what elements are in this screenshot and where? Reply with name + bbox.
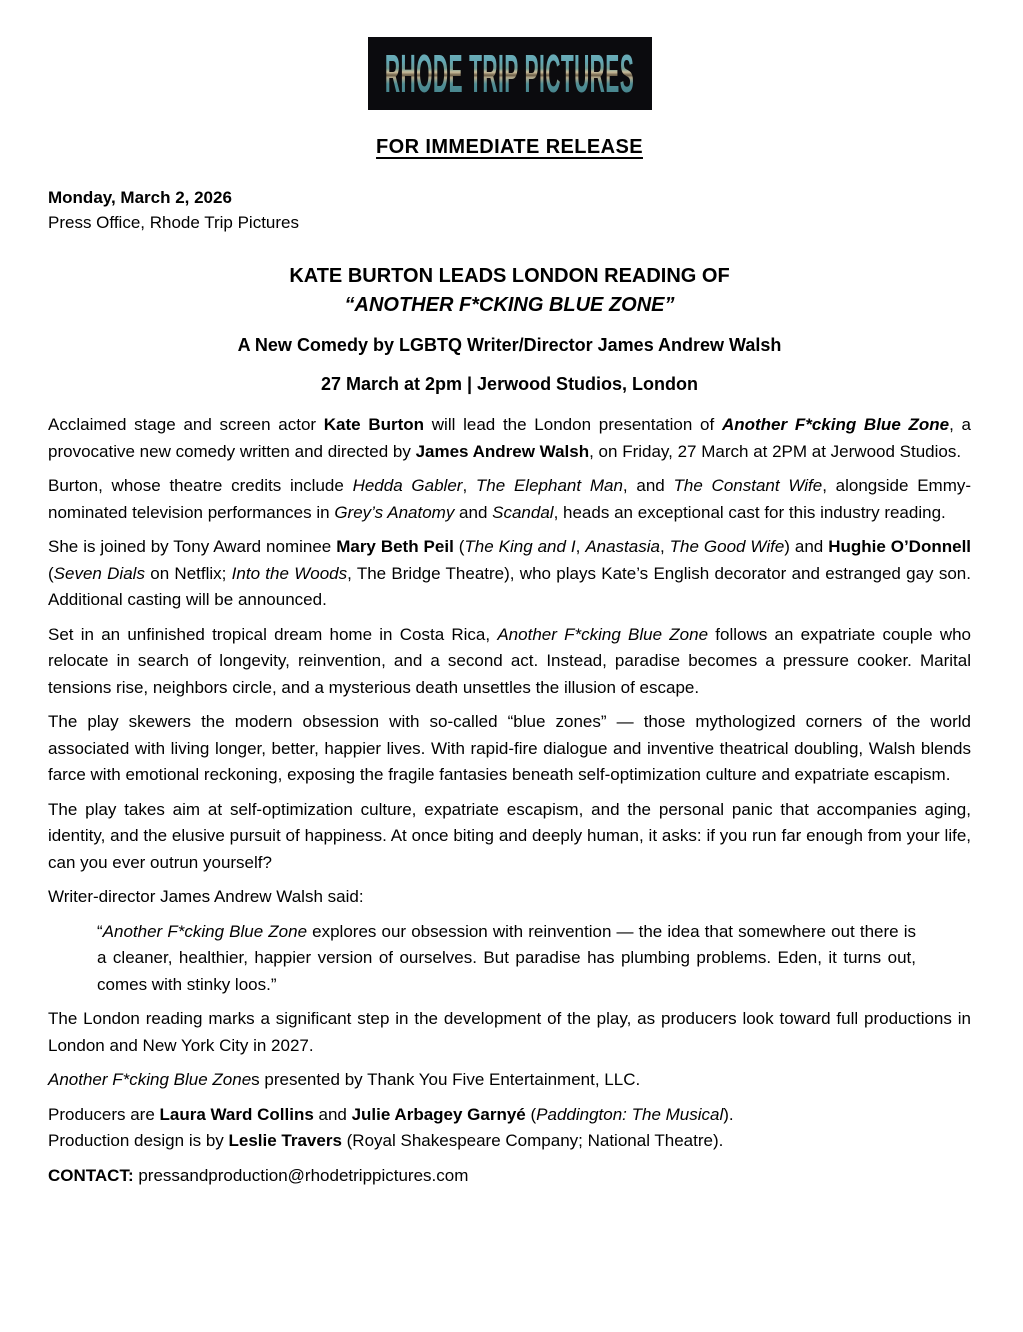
event-date-venue-line: 27 March at 2pm | Jerwood Studios, London [320, 374, 699, 394]
synopsis-paragraph: Set in an unfinished tropical dream home in Costa Rica, Another F*cking Blue Zone follows an expatriate couple who relocate in search of longevity, reinvention, and a second act. Instead, paradise becomes a pressure cooker. Marital tensions rise, neighbors circle, and a mysterious death unsettles the illusion of escape. [48, 624, 972, 697]
intro-paragraph: Acclaimed stage and screen actor Kate Burton will lead the London presentation of Another F*cking Blue Zone, a provocative new comedy written and directed by James Andrew Walsh, on Friday, 27 March at 2PM at Jerwood Studios. [48, 415, 972, 461]
logo-text: RHODE TRIP PICTURES [384, 43, 635, 104]
contact-email: pressandproduction@rhodetrippictures.com [133, 1165, 469, 1185]
burton-credits-paragraph: Burton, whose theatre credits include Hedda Gabler, The Elephant Man, and The Constant Wife, alongside Emmy-nominated television performances in Grey’s Anatomy and Scandal, heads an exceptional cast for this industry reading. [48, 476, 972, 522]
dateline [48, 185, 971, 235]
press-release-body [48, 412, 971, 1189]
themes-paragraph-2: The play takes aim at self-optimization culture, expatriate escapism, and the personal panic that accompanies aging, identity, and the elusive pursuit of happiness. At once biting and deeply human, it asks: if you run far enough from your life, can you ever outrun yourself? [48, 799, 971, 872]
producers-paragraph: Producers are Laura Ward Collins and Julie Arbagey Garnyé (Paddington: The Musical). Production design is by Leslie Travers (Royal Shakespeare Company; National Theatre). [48, 1104, 734, 1150]
development-paragraph: The London reading marks a significant step in the development of the play, as producers look toward full productions in London and New York City in 2027. [48, 1009, 971, 1055]
logo-container [48, 37, 971, 110]
release-status-heading: FOR IMMEDIATE RELEASE [376, 136, 643, 158]
headline-title-line: “ANOTHER F*CKING BLUE ZONE” [344, 294, 675, 316]
dateline-office: Press Office, Rhode Trip Pictures [48, 213, 300, 232]
rhode-trip-pictures-logo [368, 37, 652, 110]
director-quote: “Another F*cking Blue Zone explores our obsession with reinvention — the idea that somewhere out there is a cleaner, healthier, happier version of ourselves. But paradise has plumbing problems. Eden, it turns out, comes with stinky loos.” [97, 921, 916, 994]
dateline-date: Monday, March 2, 2026 [48, 188, 232, 207]
headline-line1: KATE BURTON LEADS LONDON READING OF [289, 265, 730, 287]
quote-attribution-line: Writer-director James Andrew Walsh said: [48, 887, 364, 906]
themes-paragraph: The play skewers the modern obsession with so-called “blue zones” — those mythologized corners of the world associated with living longer, better, happier lives. With rapid-fire dialogue and inventive theatrical doubling, Walsh blends farce with emotional reckoning, exposing the fragile fantasies beneath self-optimization culture and expatriate escapism. [48, 712, 971, 784]
contact-label: CONTACT: [48, 1165, 134, 1185]
cast-paragraph: She is joined by Tony Award nominee Mary Beth Peil (The King and I, Anastasia, The Good Wife) and Hughie O’Donnell (Seven Dials on Netflix; Into the Woods, The Bridge Theatre), who plays Kate’s English decorator and estranged gay son. Additional casting will be announced. [48, 537, 972, 609]
headline [48, 262, 971, 320]
contact-line [48, 1163, 971, 1190]
presenter-line: Another F*cking Blue Zones presented by Thank You Five Entertainment, LLC. [48, 1070, 641, 1089]
subhead: A New Comedy by LGBTQ Writer/Director James Andrew Walsh [237, 335, 782, 355]
